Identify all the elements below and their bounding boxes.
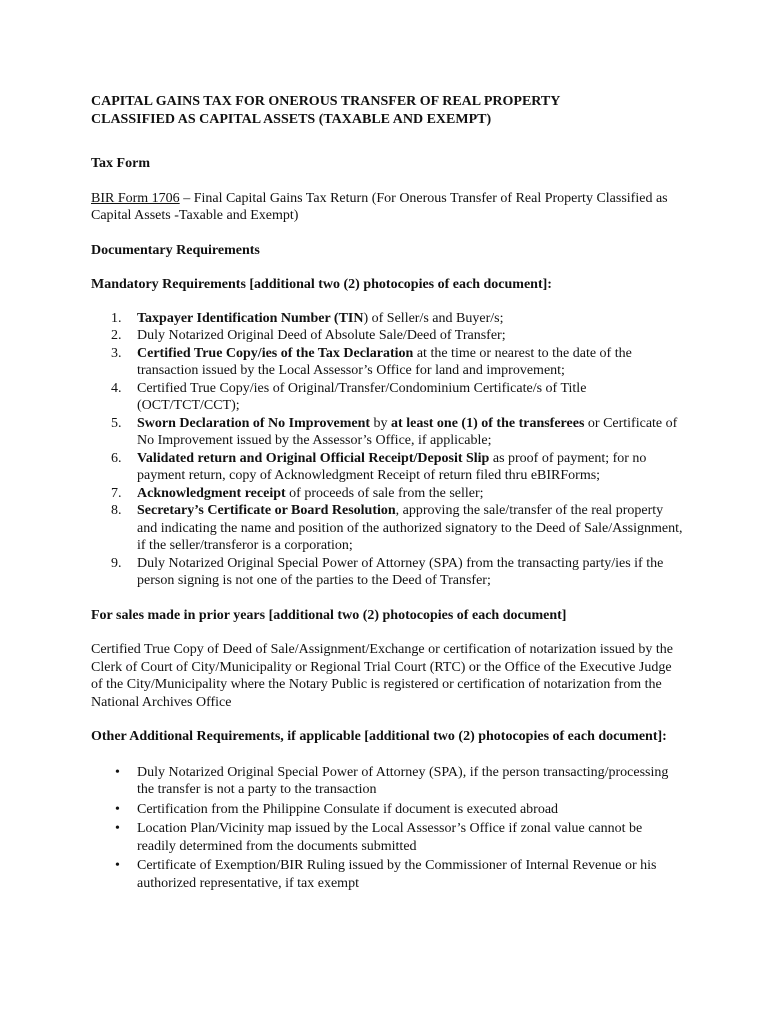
bullet-icon: •: [115, 764, 120, 780]
list-number: 9.: [111, 555, 122, 571]
item-text: Duly Notarized Original Special Power of Attorney (SPA), if the person transacting/processing the transfer is not a party to the transaction: [137, 764, 669, 797]
bir-form-link[interactable]: BIR Form 1706: [91, 190, 180, 206]
list-number: 3.: [111, 345, 122, 361]
other-requirement-item: [91, 801, 683, 819]
item-text-bold: Certified True Copy/ies of the Tax Declaration: [137, 345, 414, 361]
mandatory-requirement-item: [91, 380, 683, 415]
item-text: Certification from the Philippine Consulate if document is executed abroad: [137, 801, 559, 817]
tax-form-paragraph: [91, 190, 683, 225]
bullet-icon: •: [115, 821, 120, 836]
mandatory-requirement-item: [91, 450, 683, 485]
list-number: 7.: [111, 485, 122, 501]
list-number: 4.: [111, 380, 122, 396]
other-requirement-item: [91, 764, 683, 799]
other-requirements-heading: Other Additional Requirements, if applicable [additional two (2) photocopies of each document]:: [91, 729, 667, 744]
item-text: of proceeds of sale from the seller;: [285, 485, 484, 501]
item-text: Certified True Copy/ies of Original/Transfer/Condominium Certificate/s of Title (OCT/TCT/CCT);: [137, 380, 587, 413]
other-requirements-list: [91, 764, 683, 893]
prior-years-body: Certified True Copy of Deed of Sale/Assignment/Exchange or certification of notarization issued by the Clerk of Court of City/Municipality or Regional Trial Court (RTC) or the Office of the Executive Judge of the City/Municipality where the Notary Public is registered or certification of notarization from the National Archives Office: [91, 642, 674, 710]
item-text: Certificate of Exemption/BIR Ruling issued by the Commissioner of Internal Revenue or his authorized representative, if tax exempt: [137, 858, 657, 891]
item-text: or Certificate of No Improvement issued by the Assessor’s Office, if applicable;: [137, 415, 678, 448]
item-text-bold: Sworn Declaration of No Improvement: [137, 415, 371, 431]
list-number: 5.: [111, 415, 122, 431]
tax-form-description: – Final Capital Gains Tax Return (For Onerous Transfer of Real Property Classified as Capital Assets -Taxable and Exempt): [91, 190, 668, 223]
item-text-bold: Acknowledgment receipt: [137, 485, 286, 501]
item-text: as proof of payment; for no payment return, copy of Acknowledgment Receipt of return filed thru eBIRForms;: [137, 450, 647, 483]
document-title-line-1: CAPITAL GAINS TAX FOR ONEROUS TRANSFER OF REAL PROPERTY: [91, 94, 561, 109]
document-title-line-2: CLASSIFIED AS CAPITAL ASSETS (TAXABLE AND EXEMPT): [91, 112, 492, 127]
item-text: at the time or nearest to the date of the transaction issued by the Local Assessor’s Office for land and improvement;: [137, 345, 632, 378]
mandatory-requirement-item: [91, 345, 683, 380]
item-text-bold: Secretary’s Certificate or Board Resolution: [137, 503, 396, 518]
mandatory-requirement-item: [91, 415, 683, 450]
item-text-bold: Validated return and Original Official Receipt/Deposit Slip: [137, 450, 490, 466]
item-text: by: [370, 415, 392, 431]
mandatory-requirement-item: [91, 310, 683, 328]
mandatory-requirement-item: [91, 485, 683, 503]
item-text: , approving the sale/transfer of the real property and indicating the name and position of the authorized signatory to the Deed of Sale/Assignment, if the seller/transferor is a corporation;: [137, 503, 683, 553]
document-content: [91, 93, 683, 894]
mandatory-requirement-item: [91, 555, 683, 590]
list-number: 1.: [111, 310, 122, 326]
mandatory-requirements-heading: Mandatory Requirements [additional two (2) photocopies of each document]:: [91, 277, 552, 292]
mandatory-requirement-item: [91, 327, 683, 345]
list-number: 8.: [111, 503, 122, 518]
tax-form-heading: Tax Form: [91, 156, 150, 171]
prior-years-heading: For sales made in prior years [additional two (2) photocopies of each document]: [91, 607, 567, 623]
other-requirement-item: [91, 857, 683, 892]
item-text: Duly Notarized Original Special Power of Attorney (SPA) from the transacting party/ies if the person signing is not one of the parties to the Deed of Transfer;: [137, 555, 664, 588]
other-requirement-item: [91, 820, 683, 855]
item-text: Duly Notarized Original Deed of Absolute Sale/Deed of Transfer;: [137, 328, 506, 343]
item-text-bold: at least one (1) of the transferees: [391, 415, 585, 431]
mandatory-requirements-list: [91, 310, 683, 590]
list-number: 6.: [111, 450, 122, 466]
mandatory-requirement-item: [91, 502, 683, 555]
documentary-requirements-heading: Documentary Requirements: [91, 242, 260, 258]
bullet-icon: •: [115, 858, 120, 873]
bullet-icon: •: [115, 801, 120, 817]
item-text: Location Plan/Vicinity map issued by the Local Assessor’s Office if zonal value cannot be readily determined from the documents submitted: [137, 821, 643, 854]
item-text: ) of Seller/s and Buyer/s;: [363, 310, 504, 326]
list-number: 2.: [111, 328, 122, 343]
item-text-bold: Taxpayer Identification Number (TIN: [137, 310, 364, 326]
